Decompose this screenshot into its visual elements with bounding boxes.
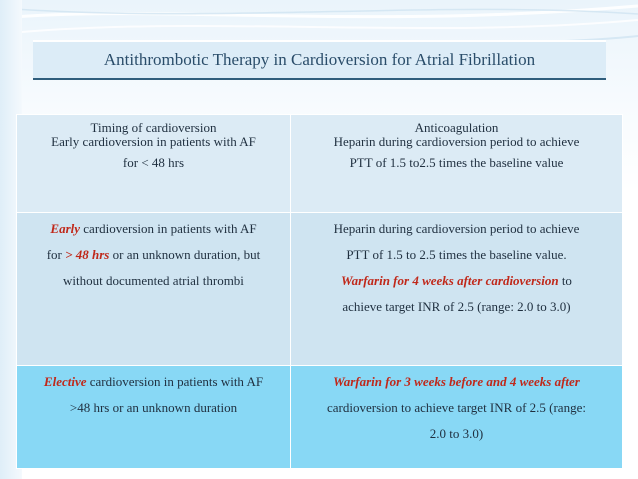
highlight-text: Warfarin for 3 weeks before and 4 weeks after [333, 374, 580, 389]
timing-text: or an unknown duration, but [109, 247, 261, 262]
highlight-text: Elective [43, 374, 87, 389]
anticoag-text: PTT of 1.5 to2.5 times the baseline value [349, 155, 564, 170]
timing-text: for [46, 247, 66, 262]
highlight-text: > 48 hrs [65, 247, 110, 262]
table-row [17, 115, 623, 213]
anticoag-text: Heparin during cardioversion period to achieve [333, 221, 580, 236]
anticoag-cell [291, 366, 623, 469]
table-row [17, 213, 623, 366]
timing-text: Early cardioversion in patients with AF [51, 134, 256, 149]
cardioversion-table [16, 114, 623, 469]
table-row [17, 366, 623, 469]
timing-text: cardioversion in patients with AF [80, 221, 257, 236]
anticoag-text: Heparin during cardioversion period to achieve [333, 134, 580, 149]
timing-cell [17, 366, 291, 469]
slide-title: Antithrombotic Therapy in Cardioversion for Atrial Fibrillation [103, 50, 536, 69]
timing-text: without documented atrial thrombi [63, 273, 244, 288]
timing-text: >48 hrs or an unknown duration [69, 400, 238, 415]
timing-text: cardioversion in patients with AF [86, 374, 264, 389]
anticoag-cell [291, 213, 623, 366]
title-banner [33, 40, 606, 80]
timing-cell [17, 213, 291, 366]
title-stripe [33, 40, 606, 42]
highlight-text: Early [50, 221, 81, 236]
anticoag-text: achieve target INR of 2.5 (range: 2.0 to 3.0) [342, 299, 571, 314]
anticoag-text: to [558, 273, 572, 288]
anticoag-cell [291, 115, 623, 213]
timing-header: Timing of cardioversion [90, 120, 217, 135]
anticoag-header: Anticoagulation [414, 120, 499, 135]
anticoag-text: PTT of 1.5 to 2.5 times the baseline value. [346, 247, 567, 262]
timing-cell [17, 115, 291, 213]
anticoag-text: cardioversion to achieve target INR of 2.5 (range: [327, 400, 586, 415]
highlight-text: Warfarin for 4 weeks after cardioversion [341, 273, 559, 288]
timing-text: for < 48 hrs [122, 155, 185, 170]
anticoag-text: 2.0 to 3.0) [429, 426, 484, 441]
